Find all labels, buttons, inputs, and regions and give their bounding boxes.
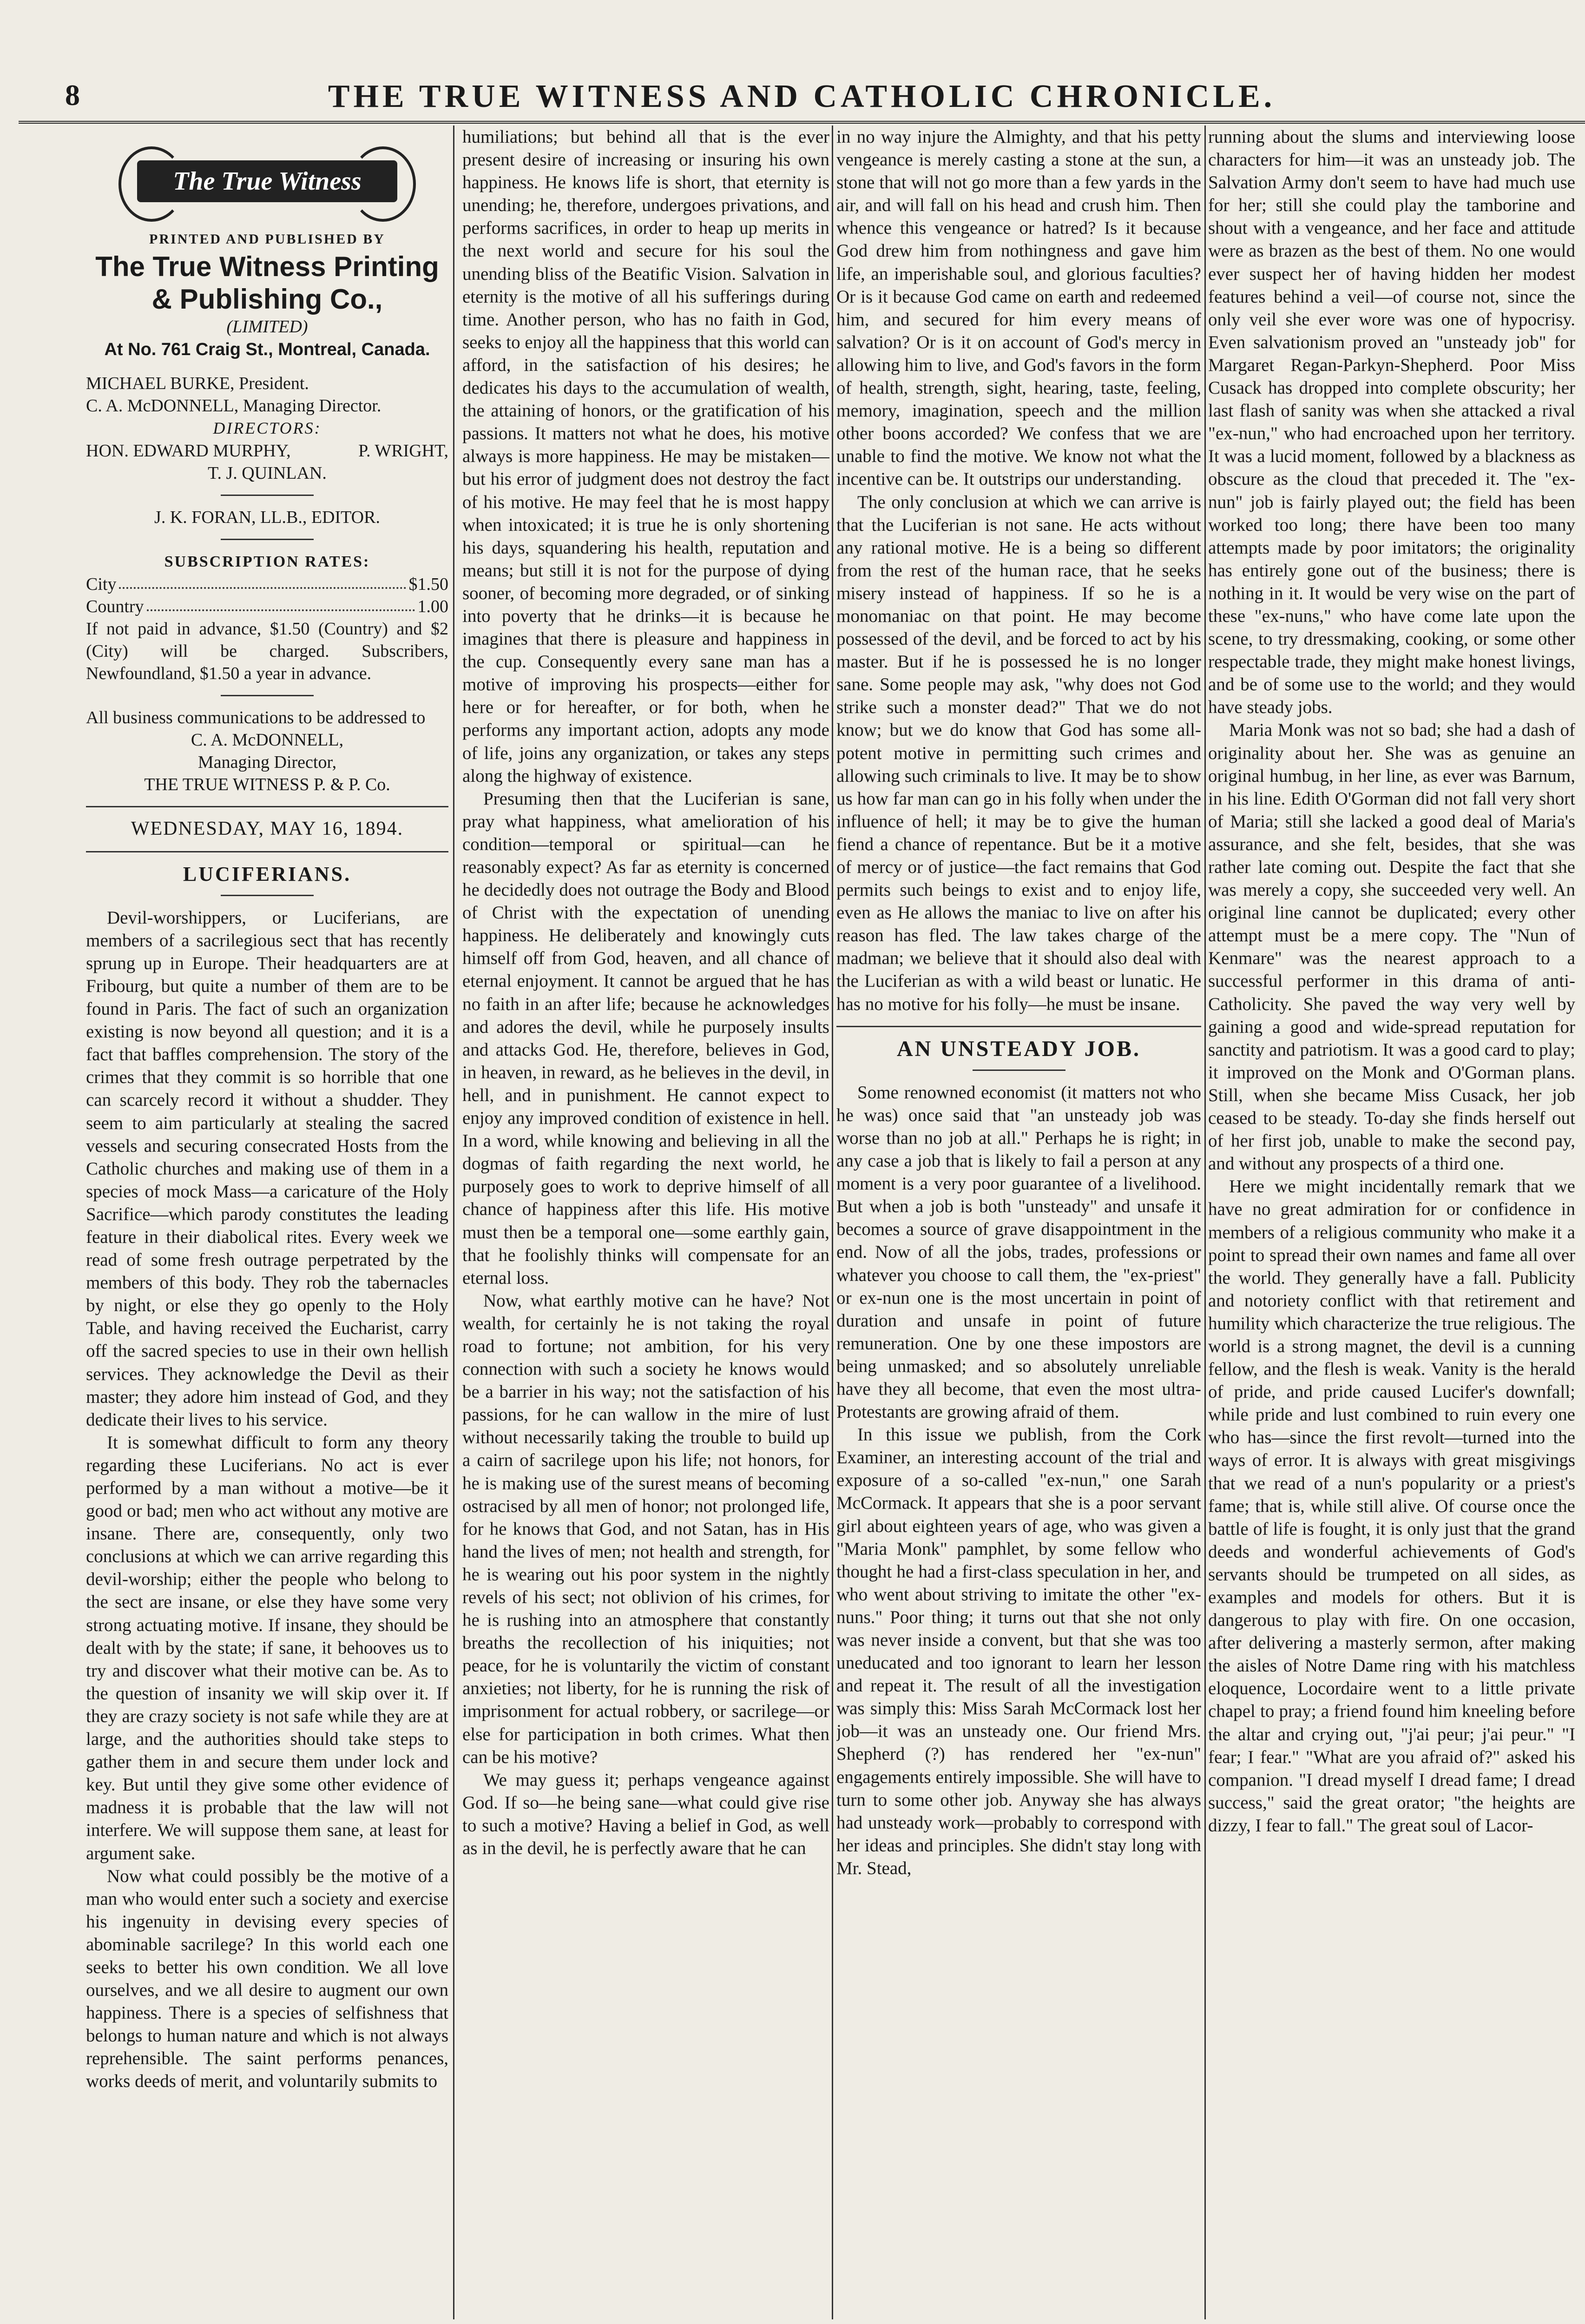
directors-line: [86, 440, 448, 462]
paper-title: THE TRUE WITNESS AND CATHOLIC CHRONICLE.: [328, 79, 1276, 114]
manager-line: C. A. McDONNELL, Managing Director.: [86, 396, 381, 416]
column-3: [836, 125, 1201, 2319]
rate-row-country: [86, 595, 448, 618]
directors-heading: DIRECTORS:: [213, 419, 322, 438]
president-line: MICHAEL BURKE, President.: [86, 374, 309, 394]
printed-by-label: PRINTED AND PUBLISHED BY: [149, 231, 385, 247]
contact-org: THE TRUE WITNESS P. & P. Co.: [144, 775, 390, 795]
column-rule: [453, 125, 454, 2319]
rate-value: $1.50: [408, 574, 448, 594]
article-paragraph: In this issue we publish, from the Cork Examiner, an interesting account of the trial and exposure of a so-called "ex-nun," one Sarah McCormack. It appears that she is a poor servant girl about eighteen years of age, who was given a "Maria Monk" pamphlet, by some fellow who thought he had a first-class speculation in her, and who went about striving to imitate the other "ex-nuns." Poor thing; it turns out that she not only was never inside a convent, but that she was too uneducated and too ignorant to learn her lesson and repeat it. The result of all the investigation was simply this: Miss Sarah McCormack lost her job—it was an unsteady one. Our friend Mrs. Shepherd (?) has rendered her "ex-nun" engagements entirely impossible. She will have to turn to some other job. Anyway she has always had unsteady work—probably to correspond with her ideas and principles. She didn't stay long with Mr. Stead,: [836, 1425, 1201, 1878]
divider: [836, 1026, 1201, 1027]
rate-value: 1.00: [417, 597, 448, 617]
divider: [221, 539, 314, 540]
divider: [221, 495, 314, 496]
divider: [973, 1070, 1065, 1071]
rates-heading: SUBSCRIPTION RATES:: [164, 553, 370, 571]
director-name: T. J. QUINLAN.: [208, 463, 327, 483]
limited-label: (LIMITED): [226, 317, 308, 337]
article-paragraph: We may guess it; perhaps vengeance against God. If so—he being sane—what could give rise to such a motive? Having a belief in God, as well as in the devil, he is perfectly aware that he can: [462, 1769, 829, 1859]
article-paragraph: Now what could possibly be the motive of a man who would enter such a society and exercise his ingenuity in devising every species of abominable sacrilege? In this world each one seeks to better his own condition. We all love ourselves, and we all desire to augment our own happiness. There is a species of selfishness that belongs to human nature and which is not always reprehensible. The saint performs penances, works deeds of merit, and voluntarily submits to: [86, 1866, 448, 2092]
article-paragraph: Maria Monk was not so bad; she had a dash of originality about her. She was as genuine an original humbug, in her line, as ever was Barnum, in his line. Edith O'Gorman did not fall very short of Maria; still she lacked a good deal of Maria's assurance, and she felt, besides, that she was rather late coming out. Despite the fact that she was merely a copy, she succeeded very well. An original line cannot be duplicated; every other attempt must be a mere copy. The "Nun of Kenmare" was the nearest approach to a successful performer in this drama of anti-Catholicity. She paved the way very well by gaining a good and wide-spread reputation for sanctity and patriotism. It was a good card to play; it improved on the Monk and O'Gorman plans. Still, when she became Miss Cusack, her job ceased to be steady. To-day she finds herself out of her first job, unable to make the second pay, and without any prospects of a third one.: [1208, 720, 1575, 1174]
column-rule: [1204, 125, 1206, 2319]
article-paragraph: Here we might incidentally remark that we have no great admiration for or confidence in members of a religious community who make it a point to spread their own names and fame all over the world. They generally have a fall. Publicity and notoriety conflict with that retirement and humility which characterize the true religious. The world is a strong magnet, the devil is a cunning fellow, and the flesh is weak. Vanity is the herald of pride, and pride caused Lucifer's downfall; while pride and lust combined to ruin every one who has—since the first revolt—turned into the ways of error. It is always with great misgivings that we read of a nun's popularity or a priest's fame; that is, while still alive. Of course once the battle of life is fought, it is only just that the grand deeds and wonderful achievements of God's servants should be trumpeted on all sides, as examples and models for others. But it is dangerous to play with fire. On one occasion, after delivering a masterly sermon, after making the aisles of Notre Dame ring with his matchless eloquence, Locordaire went to a little private chapel to pray; a friend found him kneeling before the altar and crying out, "j'ai peur; j'ai peur." "I fear; I fear." "What are you afraid of?" asked his companion. "I dread myself I dread fame; I dread success," said the great orator; "the heights are dizzy, I fear to fall." The great soul of Lacor-: [1208, 1176, 1575, 1835]
divider: [86, 806, 448, 807]
column-1: [86, 125, 448, 2319]
contact-title: Managing Director,: [197, 753, 337, 772]
logo-text: The True Witness: [137, 160, 397, 202]
divider: [221, 895, 314, 896]
article-paragraph: Some renowned economist (it matters not who he was) once said that "an unsteady job was worse than no job at all." Perhaps he is right; in any case a job that is likely to fail a person at any moment is a very poor guarantee of a livelihood. But when a job is both "unsteady" and unsafe it becomes a source of grave disappointment in the end. Now of all the jobs, trades, professions or whatever you choose to call them, the "ex-priest" or ex-nun one is the most uncertain in point of duration and unsafe in point of future remuneration. One by one these impostors are being unmasked; and so absolutely unreliable have they all become, that even the most ultra-Protestants are growing afraid of them.: [836, 1082, 1201, 1422]
article-paragraph: The only conclusion at which we can arrive is that the Luciferian is not sane. He acts without any rational motive. He is a being so different from the rest of the human race, that he seeks misery instead of happiness. If so he is a monomaniac on that point. He may become possessed of the devil, and be forced to act by his master. But if he is possessed he is no longer sane. Some people may ask, "why does not God strike such a monster dead?" That we do not know; but we do know that God has some all-potent motive in permitting such crimes and allowing such criminals to live. It may be to show us how far man can go in his folly when under the influence of hell; it may be to give the human fiend a chance of repentance. But be it a motive of mercy or of justice—the fact remains that God permits such beings to exist and to enjoy life, even as He allows the maniac to live on after his reason has fled. The law takes charge of the madman; we believe that it should also deal with the Luciferian as with a wild beast or lunatic. He has no motive for his folly—he must be insane.: [836, 492, 1201, 1014]
contact-name: C. A. McDONNELL,: [191, 730, 344, 750]
article-heading: LUCIFERIANS.: [183, 862, 352, 885]
article-paragraph: Now, what earthly motive can he have? Not wealth, for certainly he is not taking the royal road to fortune; not ambition, for his very connection with such a society he knows would be a barrier in his way; not the satisfaction of his passions, for he can wallow in the mire of lust without necessarily taking the trouble to build up a cairn of sacrilege upon his life; not honors, for he is making use of the surest means of becoming ostracised by all men of honor; not prolonged life, for he knows that God, and not Satan, has in His hand the lives of men; not health and strength, for he is wearing out his poor system in the nightly revels of his sect; not oblivion of his crimes, for he is rushing into an atmosphere that constantly breaths the recollection of his iniquities; not peace, for he is voluntarily the victim of constant anxieties; not liberty, for he is running the risk of imprisonment for actual robbery, or sacrilege—or else for participation in both crimes. What then can be his motive?: [462, 1290, 829, 1767]
article-paragraph: in no way injure the Almighty, and that his petty vengeance is merely casting a stone at the sun, a stone that will not go more than a few yards in the air, and will fall on his head and crush him. Then whence this vengeance or hatred? Is it because God drew him from nothingness and gave him life, an imperishable soul, and glorious faculties? Or is it because God came on earth and redeemed him, and secured for him every means of salvation? Or is it on account of God's mercy in allowing him to live, and God's favors in the form of health, strength, sight, hearing, taste, feeling, memory, imagination, speech and the million other boons accorded? We confess that we are unable to find the motive. We know not what the incentive can be. It outstrips our understanding.: [836, 127, 1201, 489]
editor-line: J. K. FORAN, LL.B., EDITOR.: [154, 508, 380, 528]
column-4: [1208, 125, 1575, 2319]
dot-leader: [147, 595, 415, 611]
column-2: [462, 125, 829, 2319]
issue-date: WEDNESDAY, MAY 16, 1894.: [131, 818, 404, 840]
article-heading: AN UNSTEADY JOB.: [897, 1036, 1141, 1061]
divider: [86, 851, 448, 852]
article-paragraph: humiliations; but behind all that is the ever present desire of increasing or insuring his own happiness. He knows life is short, that eternity is unending; he, therefore, undergoes privations, and performs sacrifices, in order to heap up merits in the next world and secure for his soul the unending bliss of the Beatific Vision. Salvation in eternity is the motive of all his sufferings during time. Another person, who has no faith in God, seeks to enjoy all the happiness that this world can afford, in the satisfaction of his desires; he dedicates his days to the accumulation of wealth, the attaining of honors, or the gratification of his passions. It matters not what he does, his motive always is more happiness. He may be mistaken—but his error of judgment does not destroy the fact of his motive. He may feel that he is most happy when intoxicated; it is true he is only shortening his days, squandering his health, reputation and means; but still it is not for the purpose of dying sooner, of becoming more degraded, or of sinking into poverty that he drinks—it is because he imagines that there is pleasure and happiness in the cup. Consequently every sane man has a motive of improving his prospects—either for here or for hereafter, or for both, when he performs any important action, adopts any mode of life, joins any organization, or takes any steps along the highway of existence.: [462, 127, 829, 786]
director-name: HON. EDWARD MURPHY,: [86, 441, 291, 461]
masthead: [19, 74, 1585, 124]
publisher-block: [86, 228, 448, 361]
newspaper-logo: [118, 135, 416, 223]
article-paragraph: Presuming then that the Luciferian is sane, pray what happiness, what amelioration of his condition—temporal or spiritual—can he reasonably expect? As far as eternity is concerned he decidedly does not outrage the Body and Blood of Christ with the expectation of unending happiness. He deliberately and knowingly cuts himself off from God, heaven, and all chance of eternal enjoyment. It cannot be argued that he has no faith in an after life; because he acknowledges and adores the devil, while he purposely insults and attacks God. He, therefore, believes in God, in heaven, in reward, as he believes in the devil, in hell, and in punishment. He cannot expect to enjoy any improved condition of existence in hell. In a word, while knowing and believing in all the dogmas of faith regarding the next world, he purposely goes to work to deprive himself of all chance of happiness after this life. His motive must then be a temporal one—some earthly gain, that he foolishly thinks will compensate for an eternal loss.: [462, 788, 829, 1288]
rate-label: Country: [86, 597, 144, 617]
publisher-address: At No. 761 Craig St., Montreal, Canada.: [104, 340, 430, 360]
business-note: All business communications to be addressed to: [86, 708, 426, 728]
article-paragraph: running about the slums and interviewing loose characters for him—it was an unsteady job. The Salvation Army don't seem to have had much use for her; still she could play the tamborine and shout with a vengeance, and her face and attitude were as brazen as the best of them. No one would ever suspect her of having hidden her modest features behind a veil—of course not, since the only veil she ever wore was one of hypocrisy. Even salvationism proved an "unsteady job" for Margaret Regan-Parkyn-Shepherd. Poor Miss Cusack has dropped into complete obscurity; her last flash of sanity was when she attacked a rival "ex-nun," who had encroached upon her territory. It was a lucid moment, followed by a blackness as obscure as the cloud that preceded it. The "ex-nun" job is fairly played out; the field has been worked too long; there have been too many attempts made by poor imitators; the originality has entirely gone out of the business; there is nothing in it. It would be very wise on the part of these "ex-nuns," who have come late upon the scene, to try dressmaking, cooking, or some other respectable trade, they might make honest livings, and be of some use to the world; and they would have steady jobs.: [1208, 127, 1575, 718]
rate-row-city: [86, 573, 448, 595]
dot-leader: [119, 573, 406, 589]
rate-label: City: [86, 574, 117, 594]
publisher-name: The True Witness Printing & Publishing Co.,: [95, 251, 439, 315]
director-name: P. WRIGHT,: [358, 441, 448, 461]
article-paragraph: Devil-worshippers, or Luciferians, are members of a sacrilegious sect that has recently sprung up in Europe. Their headquarters are at Fribourg, but quite a number of them are to be found in Paris. The fact of such an organization existing is now beyond all question; and it is a fact that baffles comprehension. The story of the crimes that they commit is so horrible that one can scarcely record it without a shudder. They seem to aim particularly at stealing the sacred vessels and securing consecrated Hosts from the Catholic churches and making use of them in a species of mock Mass—a caricature of the Holy Sacrifice—which parody constitutes the leading feature in their diabolical rites. Every week we read of some fresh outrage perpetrated by the members of this body. They rob the tabernacles by night, or else they go openly to the Holy Table, and having received the Eucharist, carry off the sacred species to use in their own hellish services. They acknowledge the Devil as their master; they adore him instead of God, and they dedicate their lives to his service.: [86, 907, 448, 1430]
divider: [221, 695, 314, 696]
column-rule: [832, 125, 833, 2319]
article-paragraph: It is somewhat difficult to form any theory regarding these Luciferians. No act is ever performed by a man without a motive—be it good or bad; men who act without any motive are insane. There are, consequently, only two conclusions at which we can arrive regarding this devil-worship; either the people who belong to the sect are insane, or else they have some very strong actuating motive. If insane, they should be dealt with by the state; if sane, it behooves us to try and discover what their motive can be. As to the question of insanity we will skip over it. If they are crazy society is not safe while they are at large, and the authorities should take steps to gather them in and secure them under lock and key. But until they give some other evidence of madness it is probable that the law will not interfere. We will suppose them sane, at least for argument sake.: [86, 1432, 448, 1863]
rates-note: If not paid in advance, $1.50 (Country) and $2 (City) will be charged. Subscribers, Newfoundland, $1.50 a year in advance.: [86, 619, 448, 684]
page-number: 8: [65, 79, 80, 112]
